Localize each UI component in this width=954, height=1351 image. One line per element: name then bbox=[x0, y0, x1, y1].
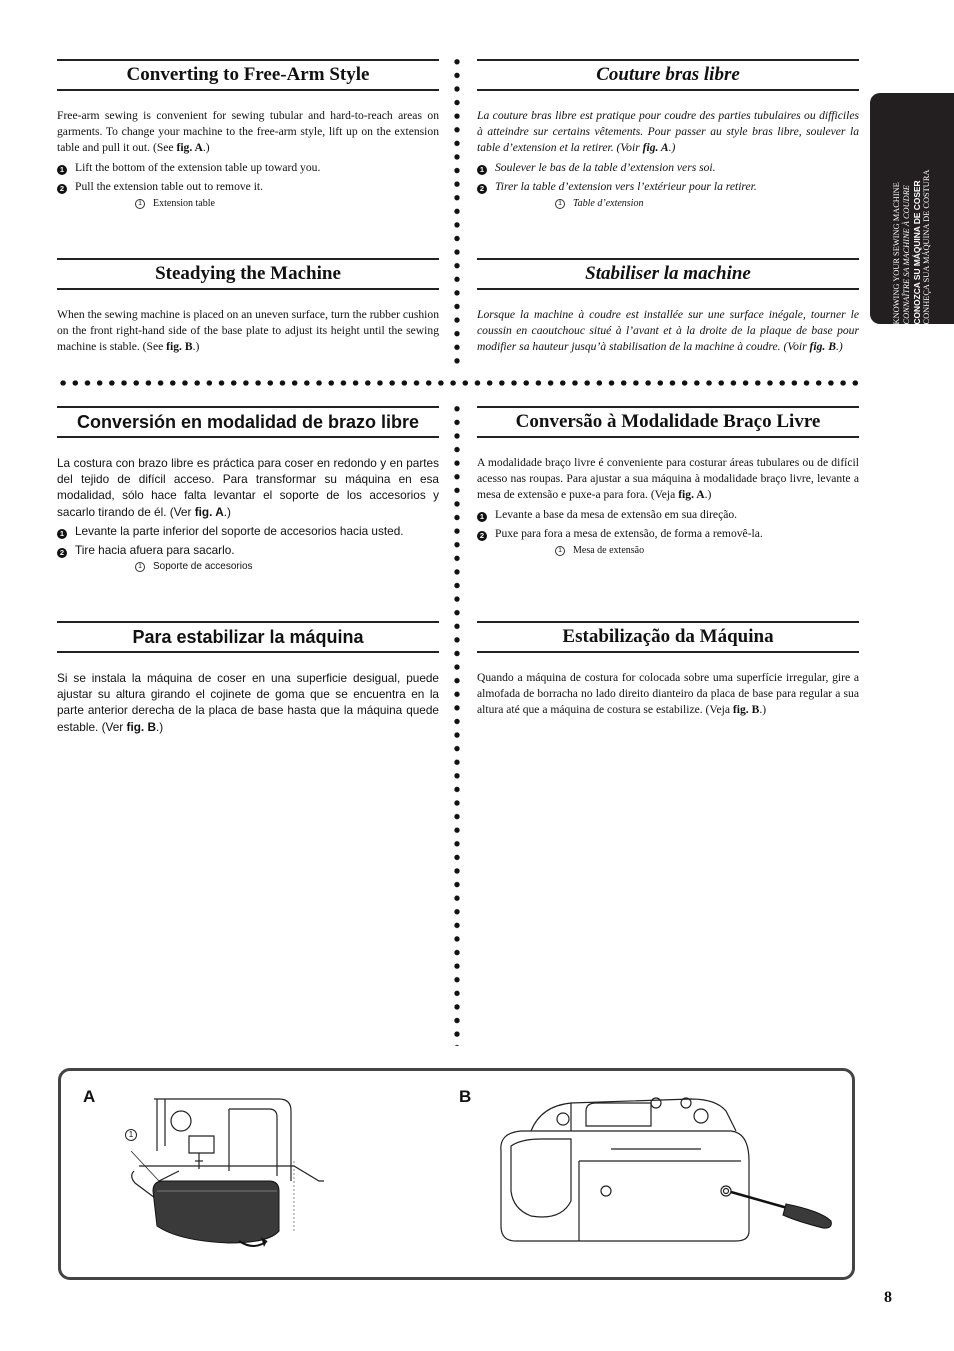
section-en-free-arm bbox=[57, 59, 439, 212]
extension-table bbox=[153, 1181, 279, 1243]
step-number-1: 1 bbox=[477, 512, 487, 522]
heading-en-steady: Steadying the Machine bbox=[155, 263, 341, 284]
horizontal-dot-divider bbox=[57, 380, 859, 386]
paragraph-es-steady: Si se instala la máquina de coser en una superficie desigual, puede ajustar su altura girando el cojinete de goma que se encuentra en la parte anterior derecha de la placa de base hasta que la máquina quede estable. (Ver fig. B.) bbox=[57, 671, 439, 734]
side-tab-portuguese: CONHEÇA SUA MÁQUINA DE COSTURA bbox=[922, 169, 931, 325]
paragraph-pt-steady: Quando a máquina de costura for colocada sobre uma superfície irregular, gire a almofada de borracha no lado direito dianteiro da placa de base para regular a sua altura até que a máquina de costura se estabilize. (Veja fig. B.) bbox=[477, 671, 859, 717]
step-2: 2 Tirer la table d’extension vers l’extérieur pour la retirer. bbox=[477, 179, 859, 195]
side-tab-english: KNOWING YOUR SEWING MACHINE bbox=[892, 182, 901, 325]
vertical-dot-divider-top bbox=[454, 55, 460, 367]
screwdriver bbox=[731, 1192, 791, 1209]
figure-b-illustration bbox=[491, 1091, 841, 1261]
figure-a-callout: 1 bbox=[125, 1129, 137, 1141]
side-tab-french: CONNAÎTRE SA MACHINE À COUDRE bbox=[902, 185, 911, 325]
step-1: 1 Levante la parte inferior del soporte de accesorios hacia usted. bbox=[57, 523, 439, 539]
section-es-steady bbox=[57, 621, 439, 735]
paragraph-es-free-arm: La costura con brazo libre es práctica para coser en redondo y en partes del tejido de difícil acceso. Para transformar su máquina en esa modalidad, sólo hace falta levantar el soporte de los accesorios y sacarlo tirando de él. (Ver fig. A.) bbox=[57, 456, 439, 519]
figures-panel bbox=[58, 1068, 855, 1280]
step-1: 1 Lift the bottom of the extension table up toward you. bbox=[57, 160, 439, 176]
heading-es-steady: Para estabilizar la máquina bbox=[132, 626, 364, 647]
figure-a-label: A bbox=[83, 1087, 96, 1106]
heading-pt-free-arm: Conversão à Modalidade Braço Livre bbox=[515, 411, 821, 432]
paragraph-fr-steady: Lorsque la machine à coudre est installée sur une surface inégale, tourner le coussin en caoutchouc situé à l’avant et à la droite de la plaque de base pour modifier sa hauteur jusqu’à stabilisation de la machine à coudre. (Voir fig. B.) bbox=[477, 308, 859, 354]
step-number-1: 1 bbox=[57, 165, 67, 175]
heading-en-free-arm: Converting to Free-Arm Style bbox=[126, 64, 370, 85]
step-number-2: 2 bbox=[57, 548, 67, 558]
step-number-1: 1 bbox=[477, 165, 487, 175]
step-2: 2 Puxe para fora a mesa de extensão, de forma a removê-la. bbox=[477, 526, 859, 542]
figure-caption: 1 Table d’extension bbox=[555, 196, 859, 212]
figure-b-label: B bbox=[459, 1087, 472, 1106]
section-pt-free-arm bbox=[477, 406, 859, 559]
step-1: 1 Soulever le bas de la table d’extension vers soi. bbox=[477, 160, 859, 176]
figure-a-illustration bbox=[119, 1091, 349, 1256]
paragraph-en-free-arm: Free-arm sewing is convenient for sewing tubular and hard-to-reach areas on garments. To change your machine to the free-arm style, lift up on the extension table and pull it out. (See fig. A.) bbox=[57, 109, 439, 155]
step-2: 2 Tire hacia afuera para sacarlo. bbox=[57, 542, 439, 558]
vertical-dot-divider-bottom bbox=[454, 402, 460, 1046]
step-number-2: 2 bbox=[477, 531, 487, 541]
step-2: 2 Pull the extension table out to remove it. bbox=[57, 179, 439, 195]
step-number-2: 2 bbox=[477, 184, 487, 194]
heading-fr-free-arm: Couture bras libre bbox=[596, 64, 740, 85]
section-fr-steady bbox=[477, 258, 859, 356]
heading-fr-steady: Stabiliser la machine bbox=[585, 263, 751, 284]
paragraph-fr-free-arm: La couture bras libre est pratique pour coudre des parties tubulaires ou difficiles à atteindre sur certains vêtements. Pour passer au style bras libre, soulever la table d’extension et la retirer. (Voir fig. A.) bbox=[477, 109, 859, 155]
section-fr-free-arm bbox=[477, 59, 859, 212]
figure-caption: 1 Mesa de extensão bbox=[555, 543, 859, 559]
section-en-steady bbox=[57, 258, 439, 356]
figure-caption: 1 Soporte de accesorios bbox=[135, 559, 439, 575]
heading-es-free-arm: Conversión en modalidad de brazo libre bbox=[76, 411, 420, 432]
side-tab-spanish: CONOZCA SU MÁQUINA DE COSER bbox=[912, 180, 922, 325]
section-es-free-arm bbox=[57, 406, 439, 575]
paragraph-en-steady: When the sewing machine is placed on an uneven surface, turn the rubber cushion on the front right-hand side of the base plate to adjust its height until the sewing machine is stable. (See fig. B.) bbox=[57, 308, 439, 354]
page-number: 8 bbox=[884, 1289, 892, 1306]
heading-pt-steady: Estabilização da Máquina bbox=[562, 626, 774, 647]
section-side-tab bbox=[870, 93, 954, 324]
figure-caption: 1 Extension table bbox=[135, 196, 439, 212]
step-1: 1 Levante a base da mesa de extensão em sua direção. bbox=[477, 507, 859, 523]
section-pt-steady bbox=[477, 621, 859, 719]
step-number-1: 1 bbox=[57, 529, 67, 539]
step-number-2: 2 bbox=[57, 184, 67, 194]
paragraph-pt-free-arm: A modalidade braço livre é conveniente para costurar áreas tubulares ou de difícil acesso nas roupas. Para ajustar a sua máquina à modalidade braço livre, levante a mesa de extensão e puxe-a para fora. (Veja fig. A.) bbox=[477, 456, 859, 502]
